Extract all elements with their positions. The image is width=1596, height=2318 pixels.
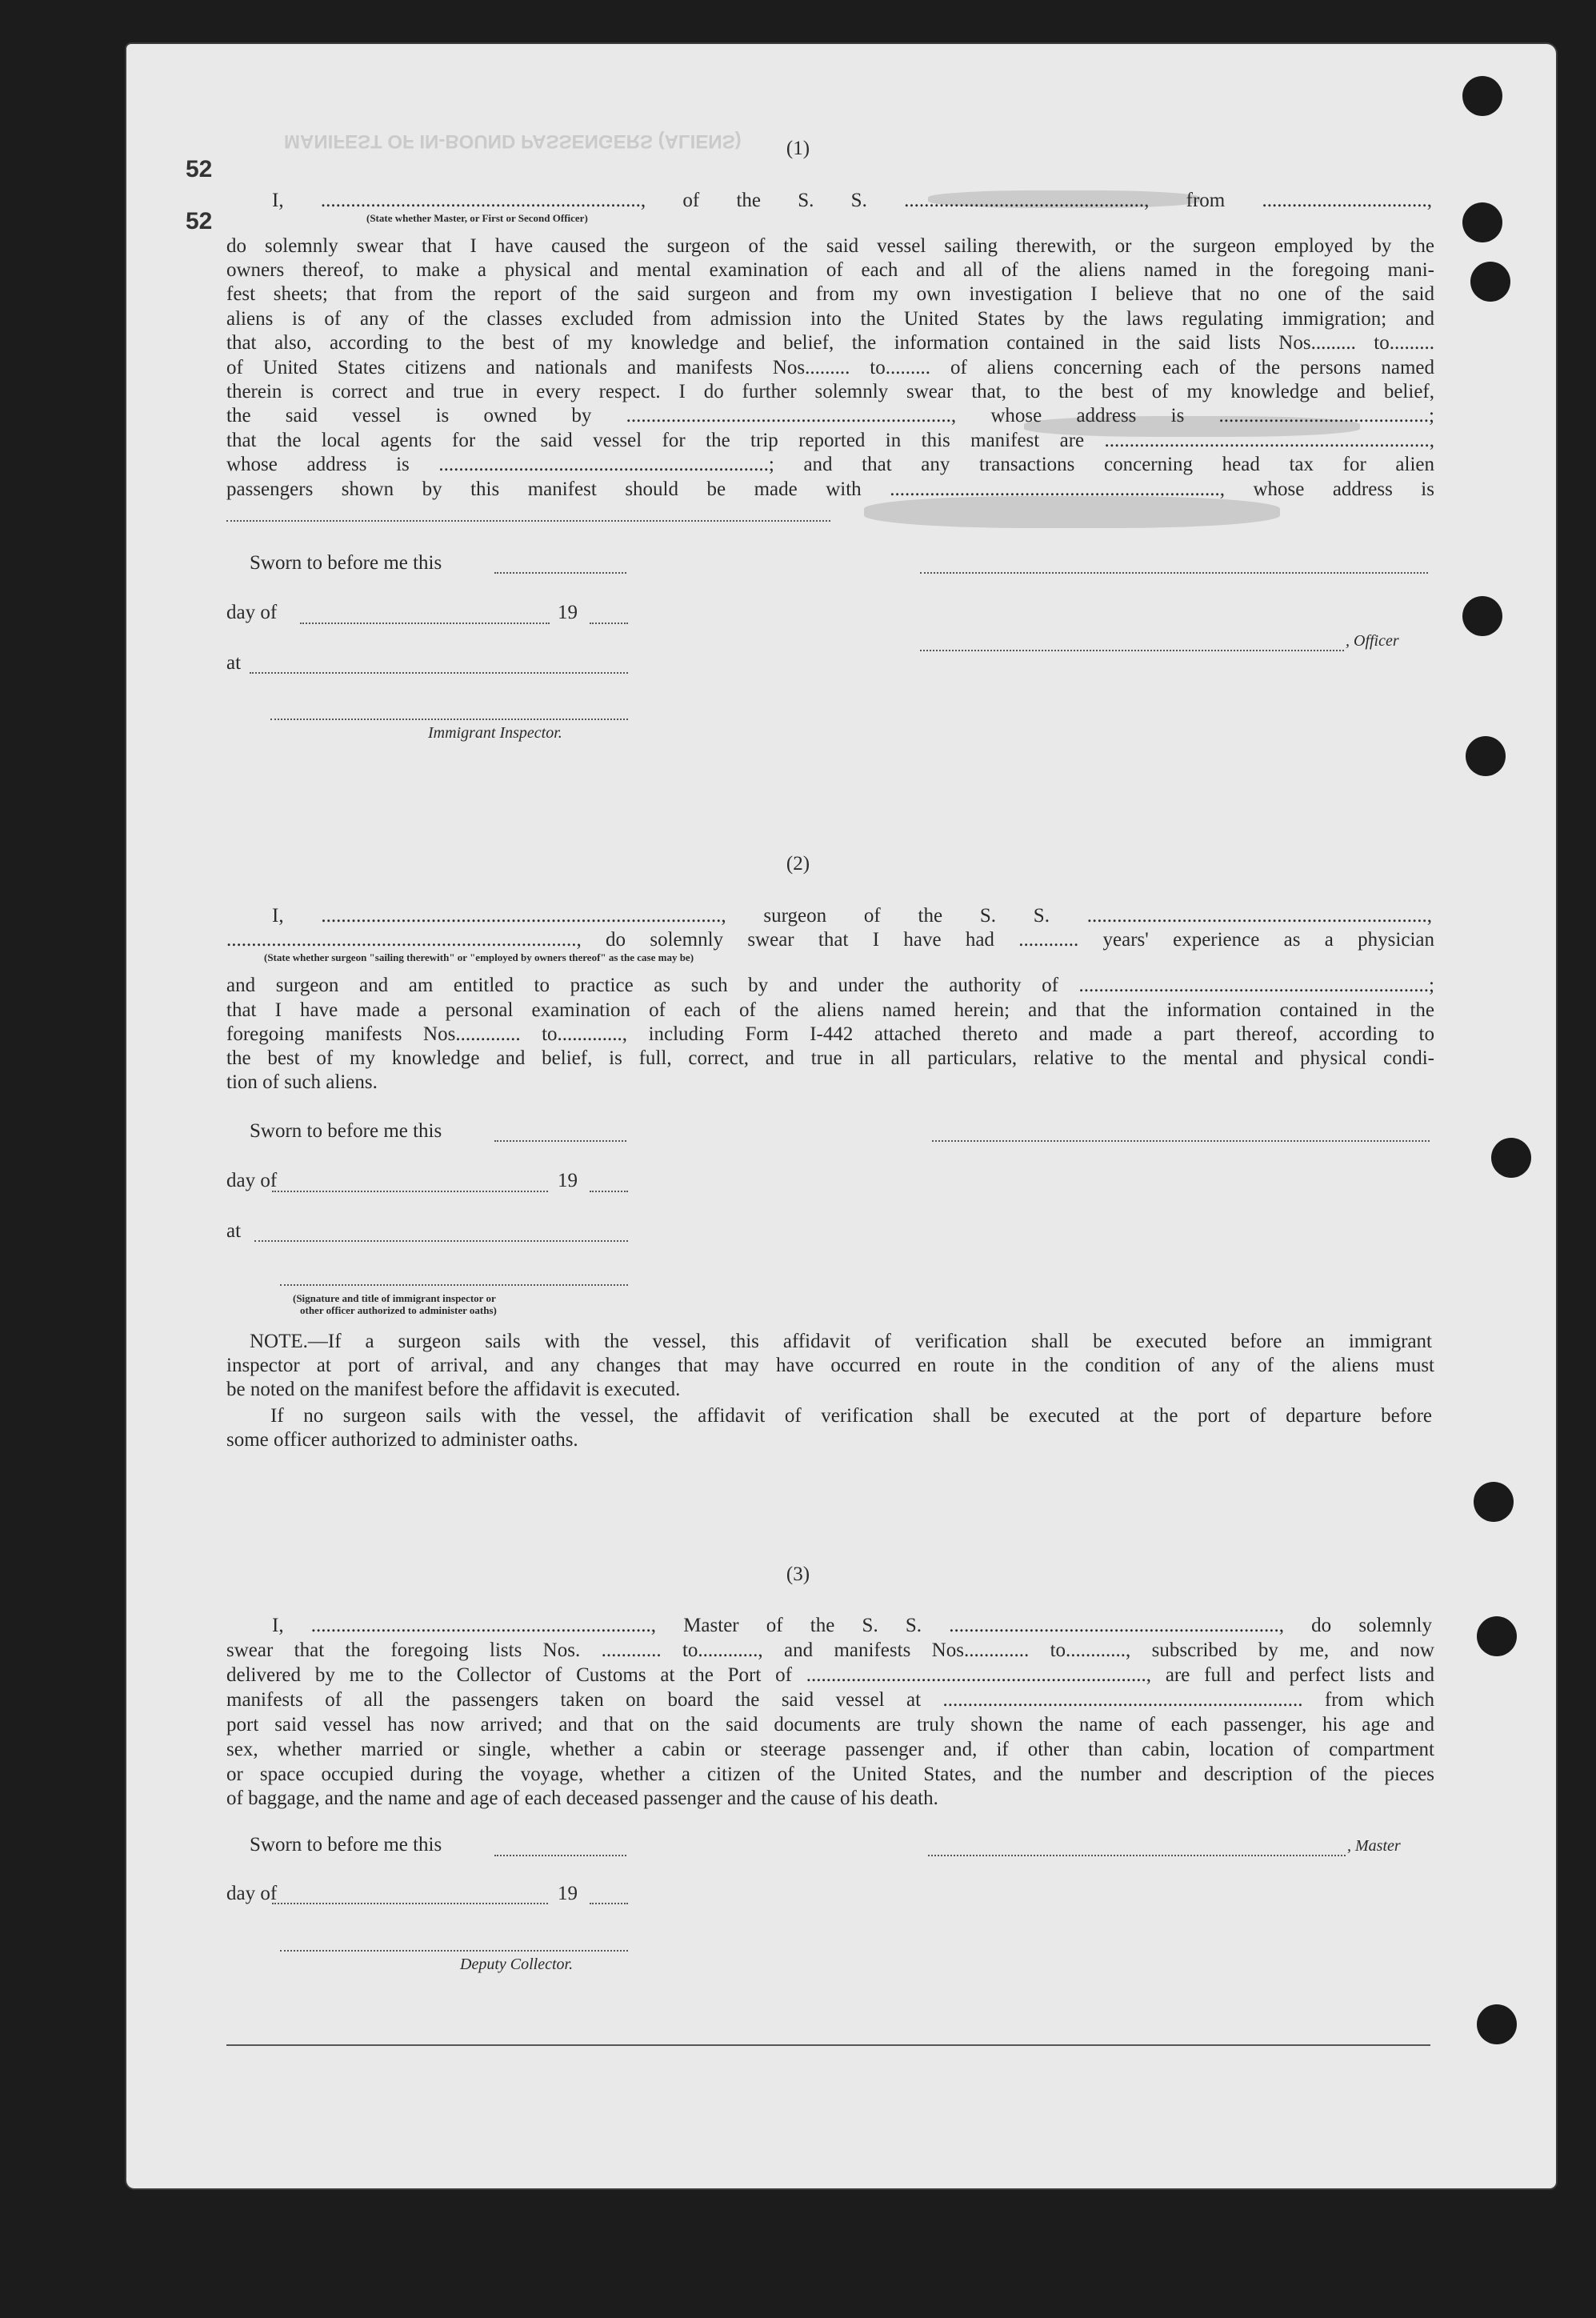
master-label: , Master: [1347, 1837, 1401, 1855]
blank-line: [590, 1903, 628, 1904]
note-line: If no surgeon sails with the vessel, the affidavit of verification shall be executed at the port of departure before: [270, 1405, 1432, 1427]
bleed-through-text: MANIFEST OF IN-BOUND PASSENGERS (ALIENS): [284, 130, 742, 152]
affidavit-line: I, ................................................................................, surgeon of the S. S. ....................................................................,: [272, 905, 1432, 927]
affidavit-line: sex, whether married or single, whether a cabin or steerage passenger and, if other than cabin, location of compartment: [226, 1739, 1434, 1760]
year-label: 19: [558, 1883, 578, 1904]
year-label: 19: [558, 1170, 578, 1191]
affidavit-line: the said vessel is owned by ................................................................., whose address is ..........................................;: [226, 405, 1434, 426]
blank-line: [590, 623, 628, 624]
punch-hole: [1462, 76, 1502, 116]
note-line: be noted on the manifest before the affidavit is executed.: [226, 1379, 681, 1400]
affidavit-line: I, ...................................................................., Master of the S. S. .................................................................., do solemnly: [272, 1615, 1432, 1636]
sworn-label: Sworn to before me this: [250, 1120, 442, 1142]
day-label: day of: [226, 1170, 278, 1191]
signature-line: [280, 1284, 628, 1286]
affidavit-line: owners thereof, to make a physical and mental examination of each and all of the aliens named in the foregoing mani-: [226, 259, 1434, 281]
blank-line: [494, 1140, 626, 1142]
affidavit-line: ......................................................................, do solemnly swear that I have had ............ years' experience as a physician: [226, 929, 1434, 951]
affidavit-line: aliens is of any of the classes excluded from admission into the United States by the laws regulating immigration; and: [226, 308, 1434, 330]
affidavit-line: I, ................................................................, of the S. S. ................................................, from .................................,: [272, 190, 1432, 211]
blank-line: [254, 1240, 628, 1242]
affidavit-line: or space occupied during the voyage, whether a citizen of the United States, and the number and description of the pieces: [226, 1764, 1434, 1785]
affidavit-line: swear that the foregoing lists Nos. ............ to............, and manifests Nos............. to............, subscribed by me, and now: [226, 1639, 1434, 1661]
section-heading: (1): [786, 138, 810, 159]
affidavit-line: and surgeon and am entitled to practice as such by and under the authority of ......................................................................;: [226, 975, 1434, 996]
affidavit-line: whose address is ..................................................................; and that any transactions concerning head tax for alien: [226, 454, 1434, 475]
blank-line: [590, 1191, 628, 1192]
at-label: at: [226, 1220, 242, 1242]
signature-line: [928, 1855, 1346, 1856]
at-label: at: [226, 652, 242, 674]
blank-line: [494, 1855, 626, 1856]
affidavit-line: that the local agents for the said vessel for the trip reported in this manifest are .................................................................,: [226, 430, 1434, 451]
note-line: NOTE.—If a surgeon sails with the vessel, this affidavit of verification shall be executed before an immigrant: [250, 1331, 1432, 1352]
punch-hole: [1462, 202, 1502, 242]
note-line: some officer authorized to administer oaths.: [226, 1429, 578, 1451]
blank-line: [250, 672, 628, 674]
section-heading: (2): [786, 853, 810, 875]
officer-label: , Officer: [1346, 632, 1399, 650]
punch-hole: [1462, 596, 1502, 636]
year-label: 19: [558, 602, 578, 623]
punch-hole: [1466, 736, 1506, 776]
signature-caption: other officer authorized to administer oaths): [300, 1304, 497, 1316]
sworn-label: Sworn to before me this: [250, 552, 442, 574]
collector-label: Deputy Collector.: [460, 1956, 574, 1973]
punch-hole: [1474, 1482, 1514, 1522]
blank-line: [272, 1191, 548, 1192]
affidavit-line: the best of my knowledge and belief, is full, correct, and true in all particulars, relative to the mental and physical condi-: [226, 1047, 1434, 1069]
affidavit-line: therein is correct and true in every respect. I do further solemnly swear that, to the best of my knowledge and belief,: [226, 381, 1434, 402]
affidavit-line: of baggage, and the name and age of each deceased passenger and the cause of his death.: [226, 1788, 938, 1809]
punch-hole: [1477, 2004, 1517, 2044]
signature-line: [280, 1950, 628, 1952]
punch-hole: [1470, 262, 1510, 302]
blank-line: [494, 572, 626, 574]
affidavit-line: that I have made a personal examination of each of the aliens named herein; and that the information contained in the: [226, 999, 1434, 1021]
sworn-label: Sworn to before me this: [250, 1834, 442, 1856]
affidavit-line: manifests of all the passengers taken on board the said vessel at ........................................................................ from which: [226, 1689, 1434, 1711]
note-line: inspector at port of arrival, and any changes that may have occurred en route in the condition of any of the aliens must: [226, 1355, 1434, 1376]
page-number: 52: [186, 208, 213, 234]
punch-hole: [1477, 1616, 1517, 1656]
affidavit-line: that also, according to the best of my knowledge and belief, the information contained in the said lists Nos......... to.........: [226, 332, 1434, 354]
affidavit-line: delivered by me to the Collector of Customs at the Port of ...................................................................., are full and perfect lists and: [226, 1664, 1434, 1686]
signature-line: [932, 1140, 1430, 1142]
day-label: day of: [226, 1883, 278, 1904]
page-number: 52: [186, 156, 213, 182]
affidavit-line: tion of such aliens.: [226, 1071, 378, 1093]
signature-line: [920, 650, 1344, 651]
day-label: day of: [226, 602, 278, 623]
affidavit-line: foregoing manifests Nos............. to............., including Form I-442 attached thereto and made a part thereof, according to: [226, 1023, 1434, 1045]
inspector-label: Immigrant Inspector.: [428, 724, 562, 742]
section-heading: (3): [786, 1563, 810, 1585]
affidavit-line: of United States citizens and nationals and manifests Nos......... to......... of aliens concerning each of the persons named: [226, 357, 1434, 378]
field-caption: (State whether Master, or First or Second Officer): [366, 212, 588, 224]
punch-hole: [1491, 1138, 1531, 1178]
bottom-rule: [226, 2044, 1430, 2046]
signature-caption: (Signature and title of immigrant inspector or: [293, 1292, 496, 1304]
blank-line: [300, 623, 550, 624]
field-caption: (State whether surgeon "sailing therewith" or "employed by owners thereof" as the case may be): [264, 951, 694, 963]
affidavit-line: passengers shown by this manifest should be made with .................................................................., whose address is: [226, 478, 1434, 500]
signature-line: [270, 719, 628, 720]
blank-line: [226, 520, 830, 522]
signature-line: [920, 572, 1428, 574]
affidavit-line: port said vessel has now arrived; and that on the said documents are truly shown the name of each passenger, his age and: [226, 1714, 1434, 1735]
affidavit-line: do solemnly swear that I have caused the surgeon of the said vessel sailing therewith, or the surgeon employed by the: [226, 235, 1434, 257]
blank-line: [272, 1903, 548, 1904]
affidavit-line: fest sheets; that from the report of the said surgeon and from my own investigation I believe that no one of the said: [226, 283, 1434, 305]
